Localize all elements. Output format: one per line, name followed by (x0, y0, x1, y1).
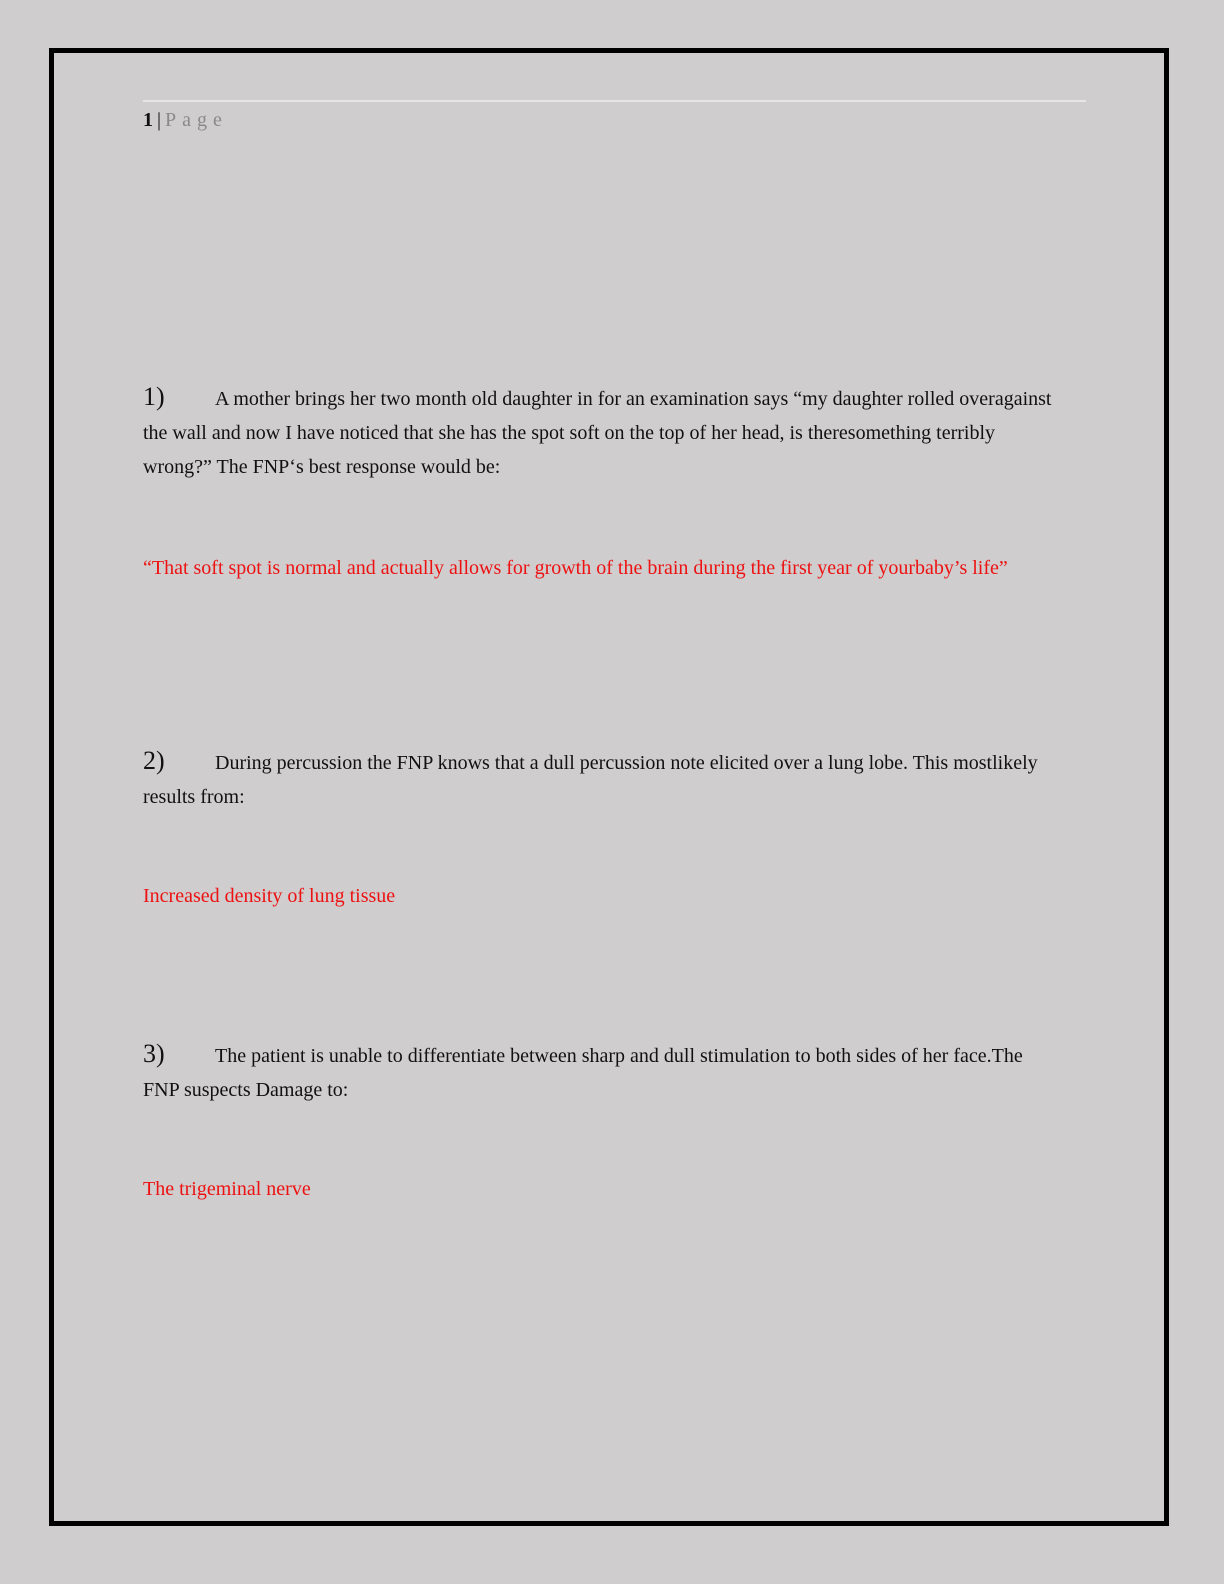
answer-2: Increased density of lung tissue (143, 885, 396, 907)
question-number: 3) (143, 1039, 165, 1068)
question-text: The patient is unable to differentiate between sharp and dull stimulation to both sides of her face.The FNP suspects Damage to: (143, 1045, 1023, 1101)
question-2 (143, 744, 1063, 814)
question-3 (143, 1037, 1063, 1107)
answer-3: The trigeminal nerve (143, 1178, 311, 1200)
page-number: 1 (143, 109, 153, 131)
question-number: 1) (143, 382, 165, 411)
question-text: During percussion the FNP knows that a dull percussion note elicited over a lung lobe. This mostlikely results from: (143, 752, 1038, 808)
answer-1: “That soft spot is normal and actually allows for growth of the brain during the first year of yourbaby’s life” (143, 557, 1008, 579)
question-1 (143, 380, 1063, 484)
question-text: A mother brings her two month old daughter in for an examination says “my daughter rolled overagainst the wall and now I have noticed that she has the spot soft on the top of her head, is theresomething terribly wrong?” The FNP‘s best response would be: (143, 388, 1052, 478)
header-rule (143, 100, 1086, 102)
page-header (143, 108, 228, 132)
page-label: Page (165, 109, 228, 131)
page-separator: | (157, 109, 162, 131)
question-number: 2) (143, 746, 165, 775)
